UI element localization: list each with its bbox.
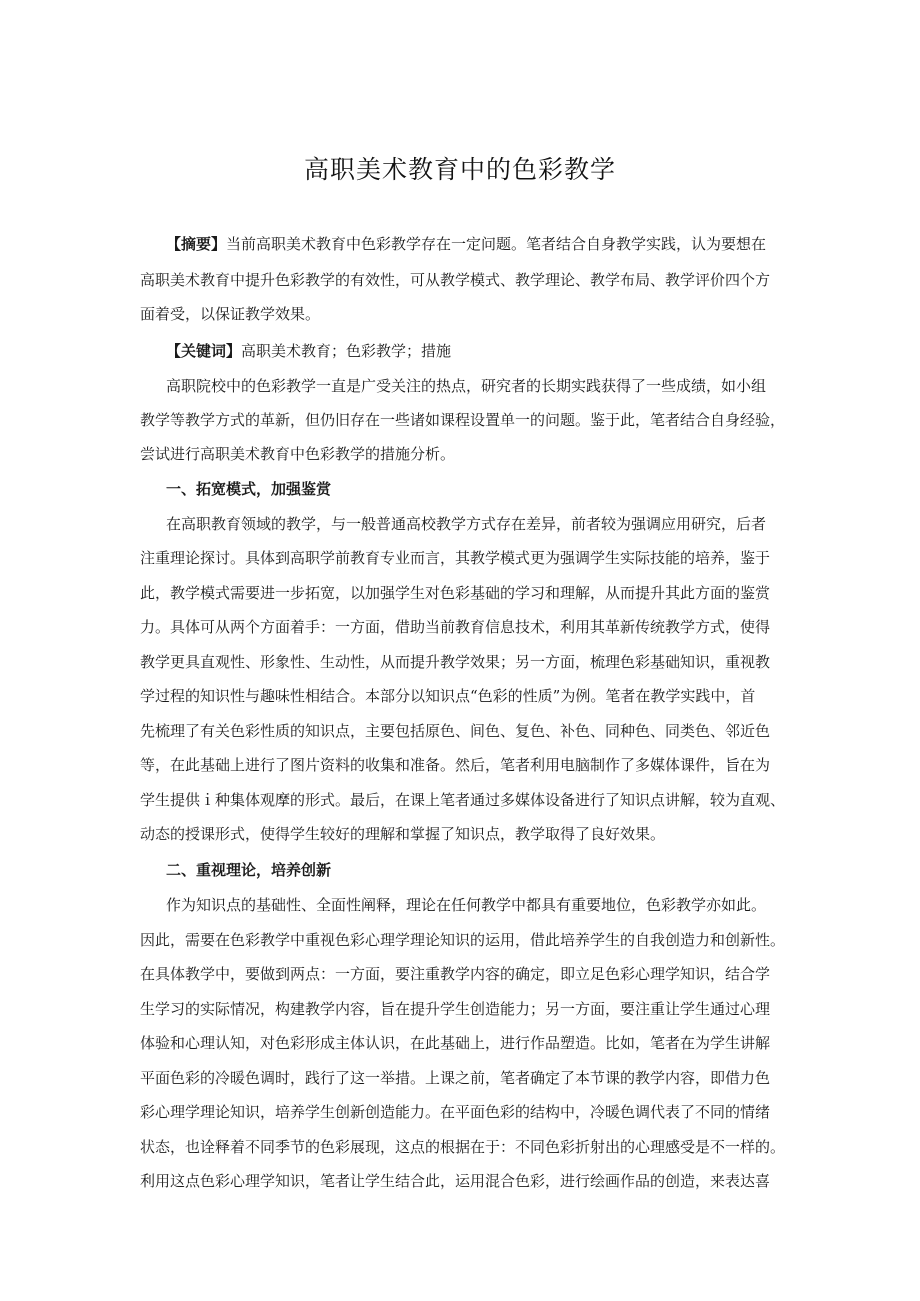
abstract-line: 高职美术教育中提升色彩教学的有效性，可从教学模式、教学理论、教学布局、教学评价四个方: [140, 271, 771, 289]
paragraph-line: 动态的授课形式，使得学生较好的理解和掌握了知识点，教学取得了良好效果。: [140, 825, 666, 843]
section-heading: 二、重视理论，培养创新: [166, 861, 332, 879]
intro-line: 高职院校中的色彩教学一直是广受关注的热点，研究者的长期实践获得了一些成绩，如小组: [166, 377, 767, 395]
paragraph-line: 生学习的实际情况，构建教学内容，旨在提升学生创造能力；另一方面，要注重让学生通过心理: [140, 1000, 771, 1018]
paragraph-line: 平面色彩的冷暖色调时，践行了这一举措。上课之前，笔者确定了本节课的教学内容，即借力色: [140, 1069, 771, 1087]
abstract-text: 当前高职美术教育中色彩教学存在一定问题。笔者结合自身教学实践，认为要想在: [226, 235, 767, 253]
paragraph-line: 先梳理了有关色彩性质的知识点，主要包括原色、间色、复色、补色、同种色、同类色、邻近色: [140, 722, 771, 740]
paragraph-line: 体验和心理认知，对色彩形成主体认识，在此基础上，进行作品塑造。比如，笔者在为学生讲解: [140, 1034, 771, 1052]
paragraph-line: 力。具体可从两个方面着手：一方面，借助当前教育信息技术，利用其革新传统教学方式，使得: [140, 618, 771, 636]
keywords-line: [166, 341, 451, 361]
paragraph-line: 作为知识点的基础性、全面性阐释，理论在任何教学中都具有重要地位，色彩教学亦如此。: [166, 896, 767, 914]
paragraph-line: 教学更具直观性、形象性、生动性，从而提升教学效果；另一方面，梳理色彩基础知识，重视教: [140, 653, 771, 671]
paragraph-line: 学生提供ｉ种集体观摩的形式。最后，在课上笔者通过多媒体设备进行了知识点讲解，较为直观、: [140, 791, 786, 809]
paragraph-line: 等，在此基础上进行了图片资料的收集和准备。然后，笔者利用电脑制作了多媒体课件，旨在为: [140, 756, 771, 774]
abstract-line: [166, 234, 766, 254]
abstract-line: 面着受，以保证教学效果。: [140, 305, 321, 323]
section-heading: 一、拓宽模式，加强鉴赏: [166, 480, 332, 498]
keywords-label: 【关键词】: [166, 342, 242, 360]
intro-line: 教学等教学方式的革新，但仍旧存在一些诸如课程设置单一的问题。鉴于此，笔者结合自身经验，: [140, 411, 786, 429]
page-title: 高职美术教育中的色彩教学: [303, 155, 616, 184]
paragraph-line: 因此，需要在色彩教学中重视色彩心理学理论知识的运用，借此培养学生的自我创造力和创新性。: [140, 931, 786, 949]
paragraph-line: 学过程的知识性与趣味性相结合。本部分以知识点“色彩的性质”为例。笔者在教学实践中，首: [140, 687, 756, 705]
paragraph-line: 利用这点色彩心理学知识，笔者让学生结合此，运用混合色彩，进行绘画作品的创造，来表达喜: [140, 1172, 771, 1190]
abstract-label: 【摘要】: [166, 235, 227, 253]
paragraph-line: 状态，也诠释着不同季节的色彩展现，这点的根据在于：不同色彩折射出的心理感受是不一样的。: [140, 1138, 786, 1156]
keywords-text: 高职美术教育；色彩教学；措施: [241, 342, 452, 360]
paragraph-line: 在高职教育领域的教学，与一般普通高校教学方式存在差异，前者较为强调应用研究，后者: [166, 515, 767, 533]
paragraph-line: 在具体教学中，要做到两点：一方面，要注重教学内容的确定，即立足色彩心理学知识，结合学: [140, 965, 771, 983]
paragraph-line: 彩心理学理论知识，培养学生创新创造能力。在平面色彩的结构中，冷暖色调代表了不同的情绪: [140, 1103, 771, 1121]
intro-line: 尝试进行高职美术教育中色彩教学的措施分析。: [140, 445, 456, 463]
paragraph-line: 注重理论探讨。具体到高职学前教育专业而言，其教学模式更为强调学生实际技能的培养，鉴于: [140, 549, 771, 567]
paragraph-line: 此，教学模式需要进一步拓宽，以加强学生对色彩基础的学习和理解，从而提升其此方面的鉴赏: [140, 584, 771, 602]
